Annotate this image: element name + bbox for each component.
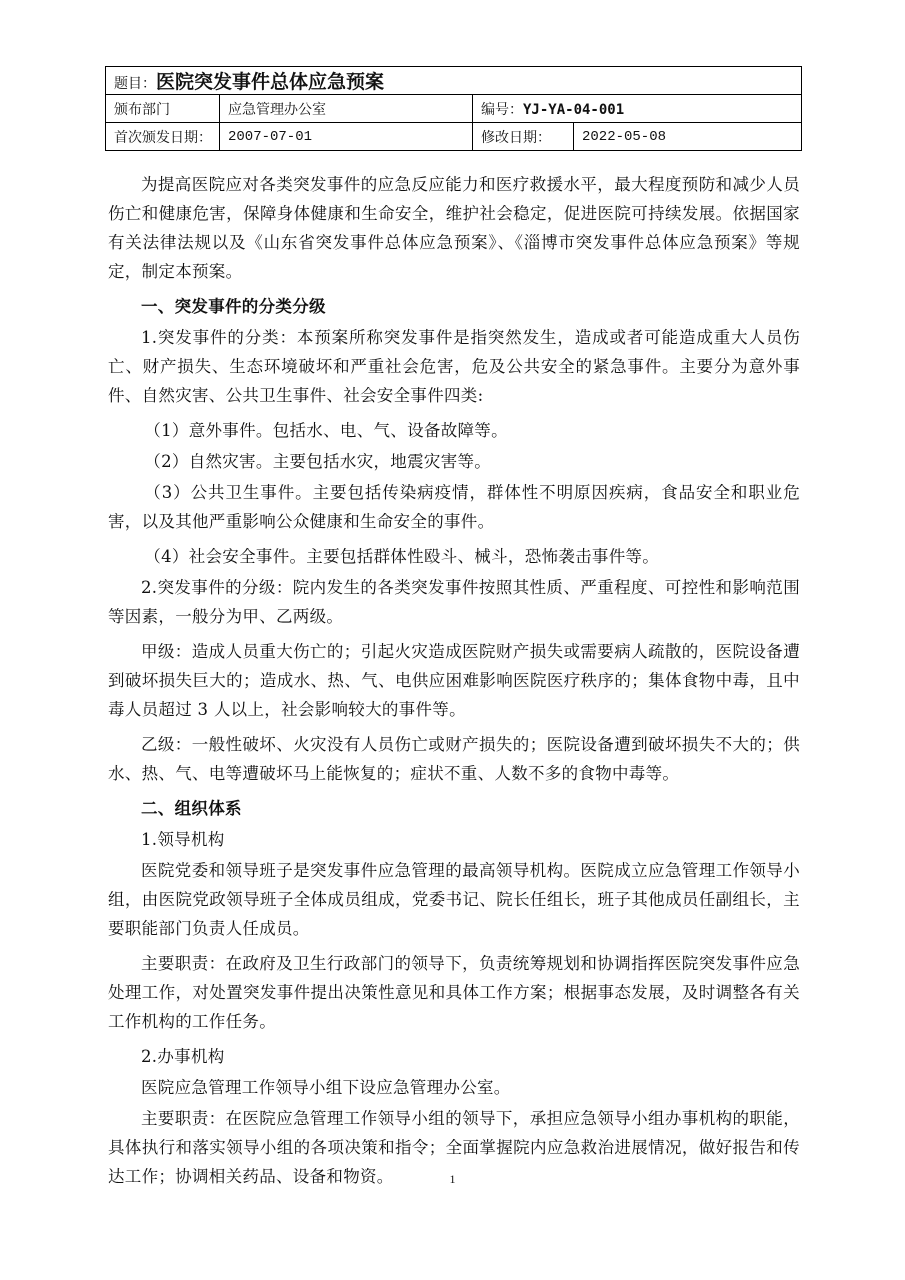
revised-label: 修改日期： [473,123,574,151]
document-title: 医院突发事件总体应急预案 [156,71,385,93]
section-1-heading: 一、突发事件的分类分级 [141,297,326,316]
leadership-subheading: 1.领导机构 [141,830,225,849]
code-label: 编号： [481,101,523,118]
office-subheading: 2.办事机构 [141,1047,225,1066]
title-cell [106,67,802,95]
title-label: 题目： [114,76,156,92]
document-body [108,170,800,1197]
intro-paragraph: 为提高医院应对各类突发事件的应急反应能力和医疗救援水平，最大程度预防和减少人员伤亡和健康危害，保障身体健康和生命安全，维护社会稳定，促进医院可持续发展。依据国家有关法律法规以及《山东省突发事件总体应急预案》、《淄博市突发事件总体应急预案》等规定，制定本预案。 [108,175,800,281]
revised-value: 2022-05-08 [574,123,802,151]
classification-paragraph: 1.突发事件的分类：本预案所称突发事件是指突然发生，造成或者可能造成重大人员伤亡、财产损失、生态环境破坏和严重社会危害，危及公共安全的紧急事件。主要分为意外事件、自然灾害、公共卫生事件、社会安全事件四类: [108,328,800,405]
office-paragraph: 医院应急管理工作领导小组下设应急管理办公室。 [141,1078,511,1097]
first-issue-label: 首次颁发日期： [106,123,220,151]
category-item-natural-disaster: （2）自然灾害。主要包括水灾，地震灾害等。 [144,452,492,471]
section-2-heading: 二、组织体系 [141,799,242,818]
category-item-public-health: （3）公共卫生事件。主要包括传染病疫情，群体性不明原因疾病，食品安全和职业危害，以及其他严重影响公众健康和生命安全的事件。 [108,483,800,531]
leadership-paragraph: 医院党委和领导班子是突发事件应急管理的最高领导机构。医院成立应急管理工作领导小组，由医院党政领导班子全体成员组成，党委书记、院长任组长，班子其他成员任副组长，主要职能部门负责人任成员。 [108,861,800,938]
category-item-accident: （1）意外事件。包括水、电、气、设备故障等。 [144,421,508,440]
code-cell [473,95,802,123]
page-number: 1 [449,1172,456,1186]
document-header-table [105,66,802,151]
dept-label: 颁布部门 [106,95,220,123]
level-a-paragraph: 甲级：造成人员重大伤亡的；引起火灾造成医院财产损失或需要病人疏散的，医院设备遭到破坏损失巨大的；造成水、热、气、电供应困难影响医院医疗秩序的；集体食物中毒，且中毒人员超过 3 人以上，社会影响较大的事件等。 [108,642,800,719]
grading-paragraph: 2.突发事件的分级：院内发生的各类突发事件按照其性质、严重程度、可控性和影响范围等因素，一般分为甲、乙两级。 [108,578,800,626]
code-value: YJ-YA-04-001 [523,101,625,118]
dept-value: 应急管理办公室 [220,95,473,123]
leadership-duties-paragraph: 主要职责：在政府及卫生行政部门的领导下，负责统筹规划和协调指挥医院突发事件应急处理工作，对处置突发事件提出决策性意见和具体工作方案；根据事态发展，及时调整各有关工作机构的工作任务。 [108,954,800,1031]
first-issue-value: 2007-07-01 [220,123,473,151]
office-duties-paragraph: 主要职责：在医院应急管理工作领导小组的领导下，承担应急领导小组办事机构的职能，具体执行和落实领导小组的各项决策和指令；全面掌握院内应急救治进展情况，做好报告和传达工作；协调相关药品、设备和物资。 [108,1109,800,1186]
level-b-paragraph: 乙级：一般性破坏、火灾没有人员伤亡或财产损失的；医院设备遭到破坏损失不大的；供水、热、气、电等遭破坏马上能恢复的；症状不重、人数不多的食物中毒等。 [108,735,800,783]
category-item-social-security: （4）社会安全事件。主要包括群体性殴斗、械斗，恐怖袭击事件等。 [144,547,660,566]
